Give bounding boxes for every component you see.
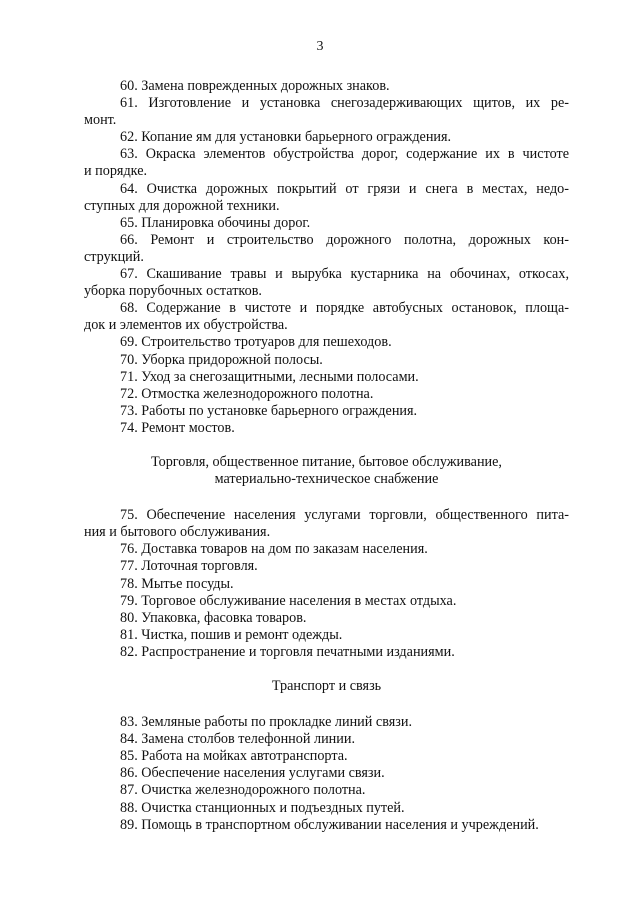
list-item <box>84 507 569 541</box>
list-item-line: 82. Распространение и торговля печатными изданиями. <box>120 643 455 660</box>
page-number: 3 <box>316 39 324 54</box>
list-item <box>84 215 569 232</box>
list-item-line: 69. Строительство тротуаров для пешеходов. <box>120 334 392 351</box>
list-item <box>84 334 569 351</box>
list-item <box>84 232 569 266</box>
transport-communication-list <box>84 714 569 834</box>
list-item-line: 66. Ремонт и строительство дорожного полотна, дорожных кон- <box>120 231 569 248</box>
trade-services-list <box>84 507 569 661</box>
list-item-line: 72. Отмостка железнодорожного полотна. <box>120 385 374 402</box>
list-item <box>84 765 569 782</box>
list-item <box>84 181 569 215</box>
list-item-line: уборка порубочных остатков. <box>84 283 262 300</box>
list-item <box>84 817 569 834</box>
list-item <box>84 541 569 558</box>
list-item <box>84 129 569 146</box>
section-heading-trade <box>84 454 569 488</box>
list-item-line: 83. Земляные работы по прокладке линий связи. <box>120 714 412 731</box>
list-item <box>84 369 569 386</box>
list-item <box>84 644 569 661</box>
road-works-list <box>84 78 569 437</box>
list-item-line: 75. Обеспечение населения услугами торговли, общественного пита- <box>120 507 569 524</box>
list-item-line: 60. Замена поврежденных дорожных знаков. <box>120 78 390 94</box>
list-item-line: 68. Содержание в чистоте и порядке автобусных остановок, площа- <box>120 300 569 317</box>
document-body <box>84 78 569 834</box>
list-item <box>84 593 569 610</box>
list-item-line: 77. Лоточная торговля. <box>120 558 258 575</box>
list-item <box>84 95 569 129</box>
list-item <box>84 78 569 95</box>
list-item <box>84 714 569 731</box>
list-item <box>84 352 569 369</box>
list-item-line: 79. Торговое обслуживание населения в местах отдыха. <box>120 592 457 609</box>
list-item-line: 73. Работы по установке барьерного ограждения. <box>120 402 418 419</box>
list-item-line: 88. Очистка станционных и подъездных путей. <box>120 799 405 816</box>
list-item <box>84 748 569 765</box>
list-item-line: 70. Уборка придорожной полосы. <box>120 351 323 368</box>
list-item-line: 89. Помощь в транспортном обслуживании населения и учреждений. <box>120 816 539 833</box>
list-item-line: 84. Замена столбов телефонной линии. <box>120 731 356 748</box>
list-item-line: 80. Упаковка, фасовка товаров. <box>120 609 307 626</box>
list-item <box>84 610 569 627</box>
list-item <box>84 403 569 420</box>
list-item-line: 81. Чистка, пошив и ремонт одежды. <box>120 626 343 643</box>
section-heading-line: Транспорт и связь <box>271 678 382 694</box>
list-item <box>84 266 569 300</box>
list-item-line: 62. Копание ям для установки барьерного ограждения. <box>120 129 452 146</box>
list-item <box>84 558 569 575</box>
list-item-line: 67. Скашивание травы и вырубка кустарника на обочинах, откосах, <box>120 266 569 283</box>
list-item-line: ступных для дорожной техники. <box>84 197 280 214</box>
list-item <box>84 300 569 334</box>
section-heading-transport <box>84 678 569 695</box>
list-item-line: 87. Очистка железнодорожного полотна. <box>120 782 366 799</box>
list-item <box>84 627 569 644</box>
list-item-line: док и элементов их обустройства. <box>84 317 288 334</box>
list-item <box>84 782 569 799</box>
section-heading-line: материально-техническое снабжение <box>214 471 439 488</box>
list-item-line: 64. Очистка дорожных покрытий от грязи и снега в местах, недо- <box>120 180 569 197</box>
list-item <box>84 576 569 593</box>
list-item-line: монт. <box>84 112 117 129</box>
list-item-line: ния и бытового обслуживания. <box>84 524 271 541</box>
list-item-line: 65. Планировка обочины дорог. <box>120 214 311 231</box>
list-item-line: 86. Обеспечение населения услугами связи. <box>120 765 385 782</box>
list-item-line: и порядке. <box>84 163 148 180</box>
list-item <box>84 731 569 748</box>
list-item-line: 61. Изготовление и установка снегозадерживающих щитов, их ре- <box>120 95 569 112</box>
list-item-line: 78. Мытье посуды. <box>120 575 234 592</box>
list-item-line: 76. Доставка товаров на дом по заказам населения. <box>120 541 428 558</box>
list-item <box>84 800 569 817</box>
list-item-line: струкций. <box>84 248 144 265</box>
list-item-line: 63. Окраска элементов обустройства дорог, содержание их в чистоте <box>120 146 569 163</box>
list-item-line: 74. Ремонт мостов. <box>120 419 235 436</box>
list-item <box>84 420 569 437</box>
list-item <box>84 386 569 403</box>
list-item <box>84 146 569 180</box>
list-item-line: 71. Уход за снегозащитными, лесными полосами. <box>120 368 419 385</box>
section-heading-line: Торговля, общественное питание, бытовое обслуживание, <box>151 453 502 470</box>
list-item-line: 85. Работа на мойках автотранспорта. <box>120 748 348 765</box>
